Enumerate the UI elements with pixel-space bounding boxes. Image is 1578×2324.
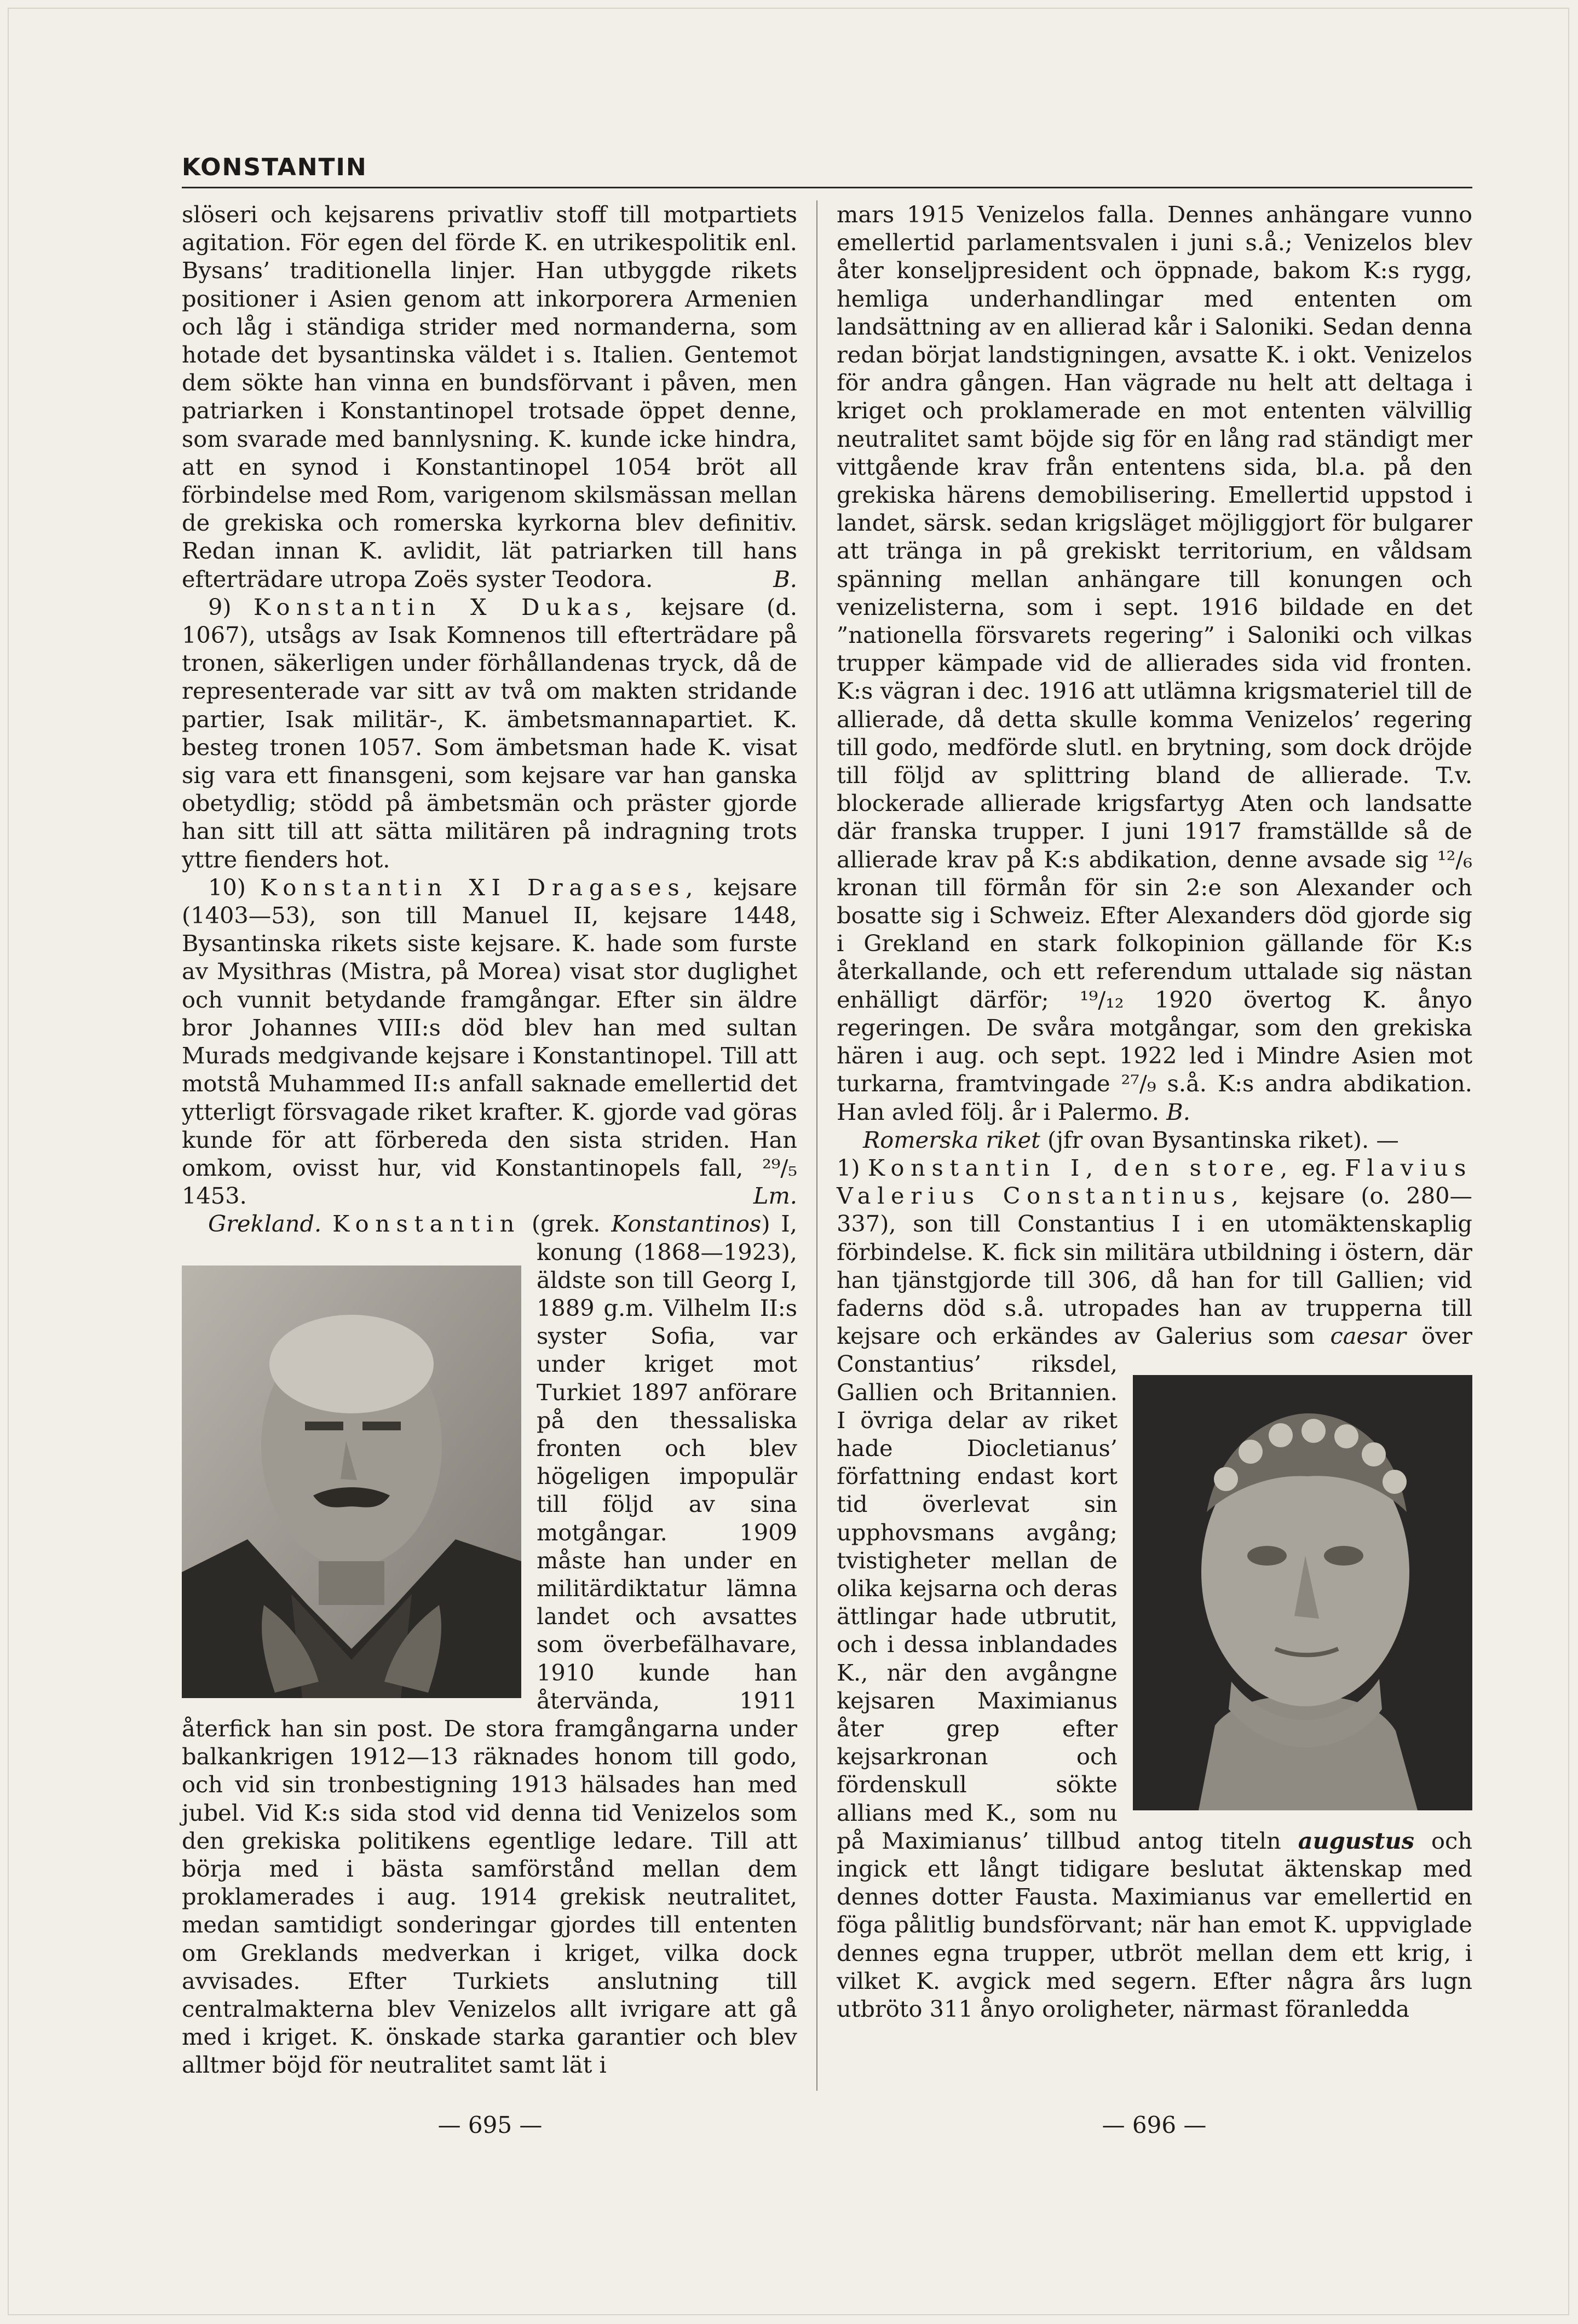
author-signature: Lm. xyxy=(753,1182,797,1210)
latin-name: Flavius Valerius Constantinus, xyxy=(837,1154,1472,1210)
entry-konstantin-den-store xyxy=(837,1154,1472,2023)
section-romerska-riket xyxy=(837,1126,1472,1154)
paragraph-text: mars 1915 Venizelos falla. Dennes anhängare vunno emellertid parlamentsvalen i juni s.å.; Venizelos blev åter konseljpresident och öppnade, bakom K:s rygg, hemliga underhandlingar med ententen om landsättning av en allierad kår i Saloniki. Sedan denna redan börjat landstigningen, avsatte K. i okt. Venizelos för andra gången. Han vägrade nu helt att deltaga i kriget och proklamerade en mot ententen välvillig neutralitet samt böjde sig för en lång rad ständigt mer vittgående krav från ententens sida, bl.a. på den grekiska härens demobilisering. Emellertid uppstod i landet, särsk. sedan krigsläget möjliggjort för bulgarer att tränga in på grekiskt territorium, en våldsam spänning mellan anhängare till konungen och venizelisterna, som i sept. 1916 bildade en det ”nationella försvarets regering” i Saloniki och vilkas trupper kämpade vid de allierades sida vid fronten. K:s vägran i dec. 1916 att utlämna krigsmateriel till de allierade, då detta skulle komma Venizelos’ regering till godo, medförde slutl. en brytning, som dock dröjde till följd av splittring bland de allierade. T.v. blockerade allierade krigsfartyg Aten och landsatte där franska trupper. I juni 1917 framställde så de allierade krav på K:s abdikation, denne avsade sig ¹²/₆ kronan till förmån för sin 2:e son Alexander och bosatte sig i Schweiz. Efter Alexanders död gjorde sig i Grekland en stark folkopinion gällande för K:s återkallande, och ett referendum uttalade sig nästan enhälligt därför; ¹⁹/₁₂ 1920 övertog K. ånyo regeringen. De svåra motgångar, som den grekiska hären i aug. och sept. 1922 led i Mindre Asien mot turkarna, framtvingade ²⁷/₉ s.å. K:s andra abdikation. Han avled följ. år i Palermo. xyxy=(837,201,1472,1125)
entry-text: kejsare (o. 280—337), son till Constantius I i en utomäktenskaplig förbindelse. K. fick sin militära utbildning i östern, där han tjänstgjorde till 306, då han for till Gallien; vid faderns död s.å. utropades han av trupperna till kejsare och erkändes av Galerius som xyxy=(837,1182,1473,1350)
entry-headword: Konstantin xyxy=(332,1210,521,1238)
portrait-image xyxy=(182,1265,521,1698)
author-signature: B. xyxy=(1166,1098,1190,1125)
page-number-right: — 696 — xyxy=(1102,2112,1207,2138)
right-column xyxy=(837,200,1472,2023)
page-number-left: — 695 — xyxy=(437,2112,543,2138)
entry-number: 1) xyxy=(837,1154,860,1181)
bust-photo-constantine xyxy=(1133,1375,1472,1810)
entry-konstantin-x xyxy=(182,593,797,873)
paragraph-left-1 xyxy=(182,200,797,593)
entry-text: över Constantius’ riksdel, Gallien och Britannien. I övriga delar av riket hade Diocletianus’ författning endast kort tid överlevat sin upphovsmans avgång; tvistigheter mellan de olika kejsarna och deras ättlingar hade utbrutit, och i dessa inblandades K., när den avgångne kejsaren Maximianus åter grep efter kejsarkronan och fördenskull sökte allians med K., som nu på Maximianus’ tillbud antog titeln xyxy=(837,1322,1472,1854)
left-column xyxy=(182,200,797,2079)
entry-konstantin-xi xyxy=(182,873,797,1210)
entry-text: och ingick ett långt tidigare beslutat äktenskap med dennes dotter Fausta. Maximianus var emellertid en föga pålitlig bundsförvant; när han emot K. uppviglade dennes egna trupper, utbröt mellan dem ett krig, i vilket K. avgick med segern. Efter några års lugn utbröto 311 ånyo oroligheter, närmast föranledda xyxy=(837,1827,1472,2022)
column-divider xyxy=(816,200,817,2091)
entry-headword: Konstantin XI Dragases, xyxy=(260,873,700,901)
entry-text: (grek. xyxy=(521,1210,612,1238)
latin-term: caesar xyxy=(1330,1322,1406,1350)
entry-text: kejsare (1403—53), son till Manuel II, kejsare 1448, Bysantinska rikets siste kejsare. K. hade som furste av Mysithras (Mistra, på Morea) visat stor duglighet och vunnit betydande framgångar. Efter sin äldre bror Johannes VIII:s död blev han med sultan Murads medgivande kejsare i Konstantinopel. Till att motstå Muhammed II:s anfall saknade emellertid det ytterligt försvagade riket krafter. K. gjorde vad göras kunde för att förbereda den sista striden. Han omkom, ovisst hur, vid Konstantinopels fall, ²⁹/₅ 1453. xyxy=(182,873,797,1210)
entry-number: 9) xyxy=(208,593,232,620)
entry-headword: Konstantin X Dukas, xyxy=(254,593,639,620)
entry-text: ) I, konung (1868—1923), äldste son till Georg I, 1889 g.m. Vilhelm II:s syster Sofia, var under kriget mot Turkiet 1897 anförare på den thessaliska fronten och blev högeligen impopulär till följd av sina motgångar. 1909 måste han under en militärdiktatur lämna landet och avsattes som överbefälhavare, 1910 kunde han återvända, 1911 återfick han sin post. De stora framgångarna under balkankrigen 1912—13 räknades honom till godo, och vid sin tronbestigning 1913 hälsades han med jubel. Vid K:s sida stod vid denna tid Venizelos som den grekiska politikens egentlige ledare. Till att börja med i bästa samförstånd mellan dem proklamerades i aug. 1914 grekisk neutralitet, medan samtidigt sonderingar gjordes till ententen om Greklands medverkan i kriget, vilka dock avvisades. Efter Turkiets anslutning till centralmakterna blev Venizelos allt ivrigare att gå med i kriget. K. önskade starka garantier och blev alltmer böjd för neutralitet samt lät i xyxy=(182,1210,797,2079)
portrait-photo-konstantin-i-greece xyxy=(182,1265,521,1698)
entry-text: eg. xyxy=(1293,1154,1345,1181)
entry-region: Romerska riket xyxy=(863,1126,1040,1153)
paragraph-right-1 xyxy=(837,200,1472,1126)
entry-headword: Konstantin I, den store, xyxy=(868,1154,1294,1181)
latin-term: augustus xyxy=(1298,1827,1415,1854)
entry-text: kejsare (d. 1067), utsågs av Isak Komnenos till efterträdare på tronen, säkerligen under förhållandenas tryck, då de representerade var sitt av två om makten stridande partier, Isak militär-, K. ämbetsmannapartiet. K. besteg tronen 1057. Som ämbetsman hade K. visat sig vara ett finansgeni, som kejsare var han ganska obetydlig; stödd på ämbetsmän och präster gjorde han sitt till att sätta militären på indragning trots yttre fienders hot. xyxy=(182,593,798,873)
header-title: KONSTANTIN xyxy=(182,153,367,181)
entry-number: 10) xyxy=(208,873,246,901)
author-signature: B. xyxy=(773,565,797,592)
entry-text: (jfr ovan Bysantinska riket). — xyxy=(1040,1126,1399,1153)
running-header xyxy=(182,143,1472,188)
entry-konstantin-grekland xyxy=(182,1210,797,2079)
greek-name: Konstantinos xyxy=(611,1210,762,1238)
bust-image xyxy=(1133,1375,1472,1810)
paragraph-text: slöseri och kejsarens privatliv stoff till motpartiets agitation. För egen del förde K. en utrikespolitik enl. Bysans’ traditionella linjer. Han utbyggde rikets positioner i Asien genom att inkorporera Armenien och låg i ständiga strider med normanderna, som hotade det bysantinska väldet i s. Italien. Gentemot dem sökte han vinna en bundsförvant i påven, men patriarken i Konstantinopel trotsade öppet denne, som svarade med bannlysning. K. kunde icke hindra, att en synod i Konstantinopel 1054 bröt all förbindelse med Rom, varigenom skilsmässan mellan de grekiska och romerska kyrkorna blev definitiv. Redan innan K. avlidit, lät patriarken till hans efterträdare utropa Zoës syster Teodora. xyxy=(182,201,797,592)
entry-region: Grekland. xyxy=(208,1210,322,1238)
